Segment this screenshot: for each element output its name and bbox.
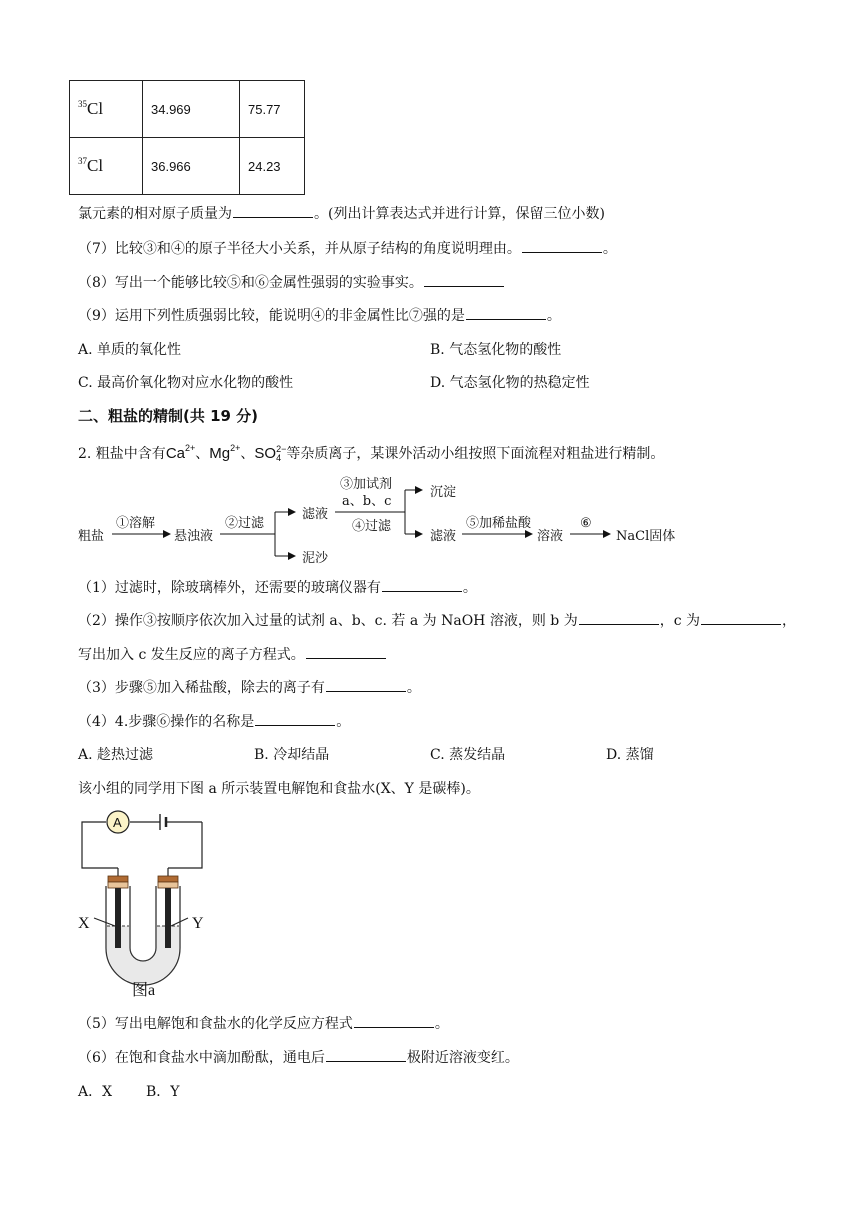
flow-step-add-hcl: ⑤加稀盐酸	[466, 516, 532, 531]
figure-caption: 图a	[132, 982, 156, 999]
part-1: （1）过滤时，除玻璃棒外，还需要的玻璃仪器有 。	[78, 577, 477, 597]
flow-filtrate-1: 滤液	[302, 507, 329, 522]
electrode-label-y: Y	[192, 915, 204, 932]
isotope-abundance: 75.77	[240, 81, 305, 138]
answer-blank[interactable]	[233, 203, 313, 218]
question-2-intro: 2. 粗盐中含有$Ca^{2+}$、$Mg^{2+}$、SO 2− 4 等杂质离子，某课外活动小组按照下面流程对粗盐进行精制。	[78, 443, 665, 463]
section-title: 二、粗盐的精制(共 19 分)	[78, 407, 259, 425]
question-cl-mass: 氯元素的相对原子质量为 。(列出计算表达式并进行计算，保留三位小数)	[78, 203, 605, 223]
q9-option-c[interactable]: C. 最高价氧化物对应水化物的酸性	[78, 375, 294, 391]
answer-blank[interactable]	[579, 610, 659, 625]
part-6: （6）在饱和食盐水中滴加酚酞，通电后 极附近溶液变红。	[78, 1047, 519, 1067]
flow-turbid: 悬浊液	[174, 529, 214, 544]
electrolysis-apparatus-figure	[76, 808, 216, 1008]
stopper-left	[108, 882, 128, 888]
p6-option-b[interactable]: B．Y	[146, 1084, 180, 1100]
p4-option-d[interactable]: D. 蒸馏	[606, 747, 654, 763]
part-2: （2）操作③按顺序依次加入过量的试剂 a、b、c. 若 a 为 NaOH 溶液，则 b 为 ，c 为 ，	[78, 610, 796, 630]
flow-step-filter-2: ④过滤	[352, 519, 392, 534]
stopper-left	[108, 876, 128, 882]
electrolysis-intro: 该小组的同学用下图 a 所示装置电解饱和食盐水(X、Y 是碳棒)。	[78, 781, 480, 797]
p4-option-c[interactable]: C. 蒸发结晶	[430, 747, 506, 763]
isotope-symbol: $^{37}$Cl	[70, 138, 143, 195]
table-row	[70, 81, 305, 138]
question-8: （8）写出一个能够比较⑤和⑥金属性强弱的实验事实。	[78, 272, 505, 292]
answer-blank[interactable]	[326, 677, 406, 692]
q9-option-d[interactable]: D. 气态氢化物的热稳定性	[430, 375, 590, 391]
q9-option-a[interactable]: A. 单质的氧化性	[78, 342, 182, 358]
q9-option-b[interactable]: B. 气态氢化物的酸性	[430, 342, 562, 358]
p6-option-a[interactable]: A．X	[78, 1084, 113, 1100]
flow-mud: 泥沙	[302, 551, 329, 566]
answer-blank[interactable]	[255, 711, 335, 726]
ammeter-label: A	[113, 815, 122, 830]
p4-option-a[interactable]: A. 趁热过滤	[78, 747, 154, 763]
flow-product: NaCl固体	[616, 529, 676, 544]
answer-blank[interactable]	[701, 610, 781, 625]
stopper-right	[158, 876, 178, 882]
question-7: （7）比较③和④的原子半径大小关系，并从原子结构的角度说明理由。 。	[78, 238, 617, 258]
answer-blank[interactable]	[466, 305, 546, 320]
circuit-wire	[168, 822, 202, 868]
answer-blank[interactable]	[424, 272, 504, 287]
flow-solution: 溶液	[537, 529, 564, 544]
isotope-mass: 34.969	[143, 81, 240, 138]
flow-step-add-reagents: ③加试剂	[340, 477, 393, 492]
purification-flow-diagram	[70, 472, 710, 572]
question-9: （9）运用下列性质强弱比较，能说明④的非金属性比⑦强的是 。	[78, 305, 561, 325]
flow-filtrate-2: 滤液	[430, 529, 457, 544]
part-5: （5）写出电解饱和食盐水的化学反应方程式 。	[78, 1013, 449, 1033]
answer-blank[interactable]	[326, 1047, 406, 1062]
electrode-label-x: X	[78, 915, 90, 932]
isotope-abundance: 24.23	[240, 138, 305, 195]
u-tube-inner	[130, 886, 156, 961]
flow-step-filter: ②过滤	[225, 516, 265, 531]
p4-option-b[interactable]: B. 冷却结晶	[254, 747, 330, 763]
flow-step-dissolve: ①溶解	[116, 516, 156, 531]
answer-blank[interactable]	[306, 644, 386, 659]
label-leader	[94, 918, 115, 926]
carbon-electrode-x	[115, 888, 121, 948]
table-row	[70, 138, 305, 195]
flow-reagents: a、b、c	[342, 494, 392, 509]
answer-blank[interactable]	[522, 238, 602, 253]
flow-crude-salt: 粗盐	[78, 529, 105, 544]
stopper-right	[158, 882, 178, 888]
answer-blank[interactable]	[354, 1013, 434, 1028]
flow-step-6: ⑥	[580, 516, 592, 531]
part-4: （4）4.步骤⑥操作的名称是 。	[78, 711, 350, 731]
flow-precipitate: 沉淀	[430, 485, 457, 500]
isotope-table	[69, 80, 305, 195]
isotope-symbol: $^{35}$Cl	[70, 81, 143, 138]
carbon-electrode-y	[165, 888, 171, 948]
isotope-mass: 36.966	[143, 138, 240, 195]
part-3: （3）步骤⑤加入稀盐酸，除去的离子有 。	[78, 677, 421, 697]
part-2-line-2: 写出加入 c 发生反应的离子方程式。	[78, 644, 387, 664]
answer-blank[interactable]	[382, 577, 462, 592]
